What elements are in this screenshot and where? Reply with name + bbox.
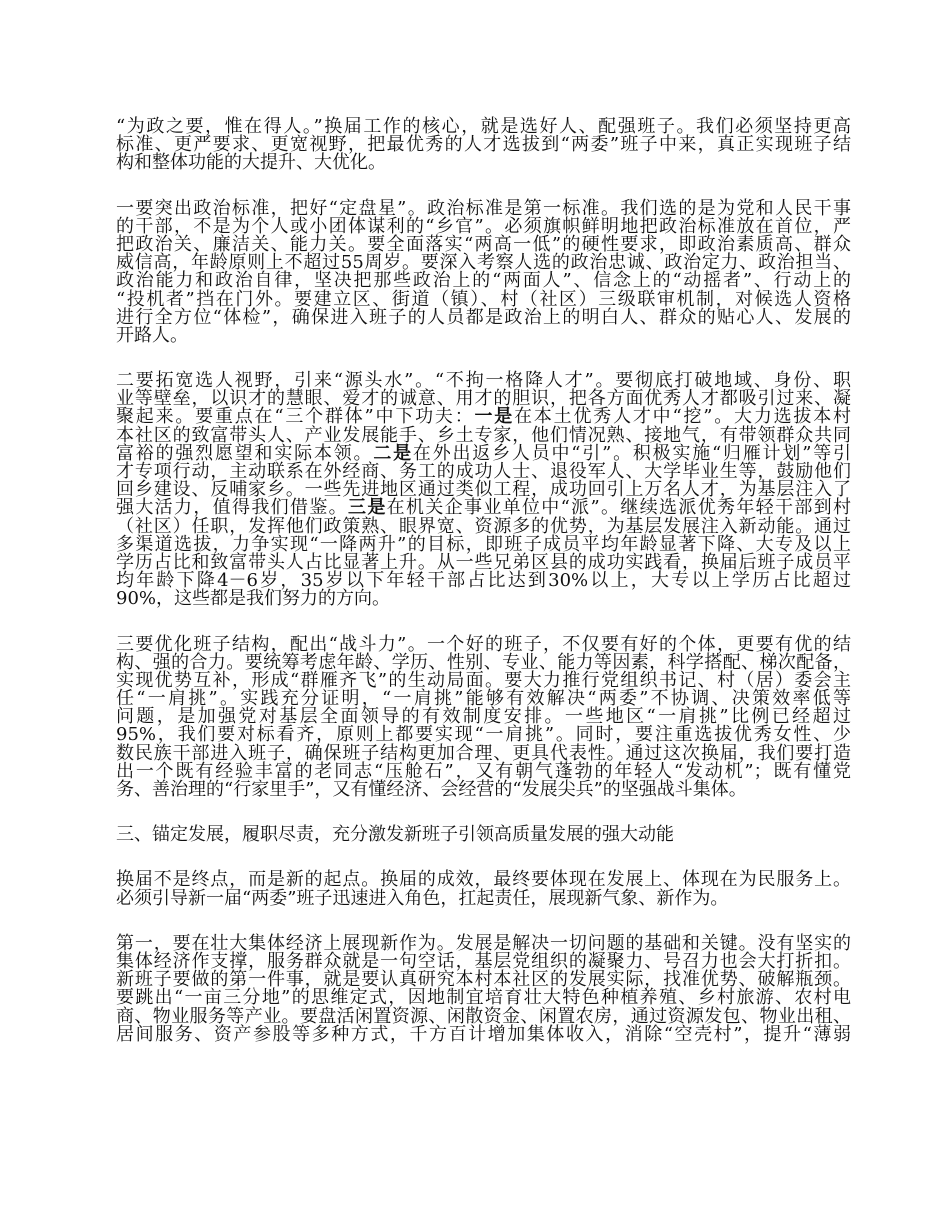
text-line: 要跳出“一亩三分地”的思维定式，因地制宜培育壮大特色种植养殖、乡村旅游、农村电 (116, 987, 851, 1009)
bold-lead-text: 三是 (347, 497, 387, 519)
text-line: 开路人。 (116, 324, 188, 346)
text-line: 才专项行动，主动联系在外经商、务工的成功人士、退役军人、大学毕业生等，鼓励他们 (116, 461, 851, 482)
text-line: 一要突出政治标准，把好“定盘星”。政治标准是第一标准。我们选的是为党和人民干事 (116, 197, 851, 219)
paragraph (116, 871, 851, 907)
text-line: 第一，要在壮大集体经济上展现新作为。发展是解决一切问题的基础和关键。没有坚实的 (116, 932, 851, 954)
text-line: 把政治关、廉洁关、能力关。要全面落实“两高一低”的硬性要求，即政治素质高、群众 (116, 233, 851, 255)
text-line: 三要优化班子结构，配出“战斗力”。一个好的班子，不仅要有好的个体，更要有优的结 (116, 633, 851, 655)
text-line: （社区）任职，发挥他们政策熟、眼界宽、资源多的优势，为基层发展注入新动能。通过 (116, 515, 851, 537)
text-segment: 在本土优秀人才中“挖”。大力选拔本村 (514, 406, 852, 428)
bold-lead-text: 二是 (373, 442, 413, 464)
text-line: 任“一肩挑”。实践充分证明，“一肩挑”能够有效解决“两委”不协调、决策效率低等 (116, 688, 851, 710)
text-segment: 在外出返乡人员中“引”。积极实施“归雁计划”等引 (412, 442, 851, 464)
text-line: 业等壁垒，以识才的慧眼、爱才的诚意、用才的胆识，把各方面优秀人才都吸引过来、凝 (116, 388, 851, 410)
text-segment: 聚起来。要重点在“三个群体”中下功夫： (116, 406, 475, 428)
text-line: 威信高，年龄原则上不超过55周岁。要深入考察人选的政治忠诚、政治定力、政治担当、 (116, 252, 851, 274)
paragraph (116, 118, 851, 173)
text-line: 进行全方位“体检”，确保进入班子的人员都是政治上的明白人、群众的贴心人、发展的 (116, 306, 851, 328)
text-line (116, 499, 851, 517)
text-line: 问题，是加强党对基层全面领导的有效制度安排。一些地区“一肩挑”比例已经超过 (116, 706, 851, 728)
text-line: 95%，我们要对标看齐，原则上都要实现“一肩挑”。同时，要注重选拔优秀女性、少 (116, 724, 851, 746)
text-line: 居间服务、资产参股等多种方式，千方百计增加集体收入，消除“空壳村”，提升“薄弱 (116, 1023, 851, 1045)
text-line: 90%，这些都是我们努力的方向。 (116, 588, 391, 610)
text-line: 实现优势互补，形成“群雁齐飞”的生动局面。要大力推行党组织书记、村（居）委会主 (116, 669, 851, 691)
paragraph (116, 197, 851, 346)
text-line: 均年龄下降4－6岁，35岁以下年轻干部占比达到30%以上，大专以上学历占比超过 (116, 570, 851, 592)
text-line: “投机者”挡在门外。要建立区、街道（镇）、村（社区）三级联审机制，对候选人资格 (116, 288, 851, 310)
text-segment: 在机关企事业单位中“派”。继续选派优秀年轻干部到村 (386, 497, 852, 519)
text-line (116, 408, 851, 426)
text-line: 务、善治理的“行家里手”，又有懂经济、会经营的“发展尖兵”的坚强战斗集体。 (116, 779, 747, 800)
text-line: 必须引导新一届“两委”班子迅速进入角色，扛起责任，展现新气象、新作为。 (116, 887, 729, 909)
text-line: 多渠道选拔，力争实现“一降两升”的目标，即班子成员平均年龄显著下降、大专及以上 (116, 533, 851, 555)
text-line: 商、物业服务等产业。要盘活闲置资源、闲散资金、闲置农房，通过资源发包、物业出租、 (116, 1005, 851, 1027)
text-line: 出一个既有经验丰富的老同志“压舱石”，又有朝气蓬勃的年轻人“发动机”；既有懂党 (116, 760, 851, 782)
text-line: 新班子要做的第一件事，就是要认真研究本村本社区的发展实际，找准优势、破解瓶颈。 (116, 969, 851, 991)
text-line: 二要拓宽选人视野，引来“源头水”。“不拘一格降人才”。要彻底打破地域、身份、职 (116, 370, 851, 392)
paragraph (116, 633, 851, 800)
text-line: 本社区的致富带头人、产业发展能手、乡土专家，他们情况熟、接地气，有带领群众共同 (116, 424, 851, 446)
bold-lead-text: 一是 (474, 406, 515, 428)
text-segment: 强大活力，值得我们借鉴。 (116, 497, 348, 519)
text-line: 构、强的合力。要统筹考虑年龄、学历、性别、专业、能力等因素，科学搭配、梯次配备， (116, 651, 851, 673)
text-line: 换届不是终点，而是新的起点。换届的成效，最终要体现在发展上、体现在为民服务上。 (116, 869, 851, 891)
text-line: 学历占比和致富带头人占比显著上升。从一些兄弟区县的成功实践看，换届后班子成员平 (116, 551, 851, 573)
paragraph (116, 372, 851, 608)
text-line: 的干部，不是为个人或小团体谋利的“乡官”。必须旗帜鲜明地把政治标准放在首位，严 (116, 215, 851, 237)
text-segment: 富裕的强烈愿望和实际本领。 (116, 442, 374, 464)
text-line: “为政之要，惟在得人。”换届工作的核心，就是选好人、配强班子。我们必须坚持更高 (116, 116, 851, 137)
text-line: 标准、更严要求、更宽视野，把最优秀的人才选拔到“两委”班子中来，真正实现班子结 (116, 134, 851, 156)
section-heading (116, 826, 851, 844)
paragraph (116, 932, 851, 1045)
document-body (116, 118, 851, 1071)
text-line: 数民族干部进入班子，确保班子结构更加合理、更具代表性。通过这次换届，我们要打造 (116, 742, 851, 764)
text-line: 回乡建设、反哺家乡。一些先进地区通过类似工程，成功回引上万名人才，为基层注入了 (116, 479, 851, 501)
text-line: 集体经济作支撑，服务群众就是一句空话，基层党组织的凝聚力、号召力也会大打折扣。 (116, 950, 851, 972)
text-line: 三、锚定发展，履职尽责，充分激发新班子引领高质量发展的强大动能 (116, 824, 674, 846)
text-line: 政治能力和政治自律，坚决把那些政治上的“两面人”、信念上的“动摇者”、行动上的 (116, 270, 851, 292)
text-line: 构和整体功能的大提升、大优化。 (116, 152, 386, 174)
